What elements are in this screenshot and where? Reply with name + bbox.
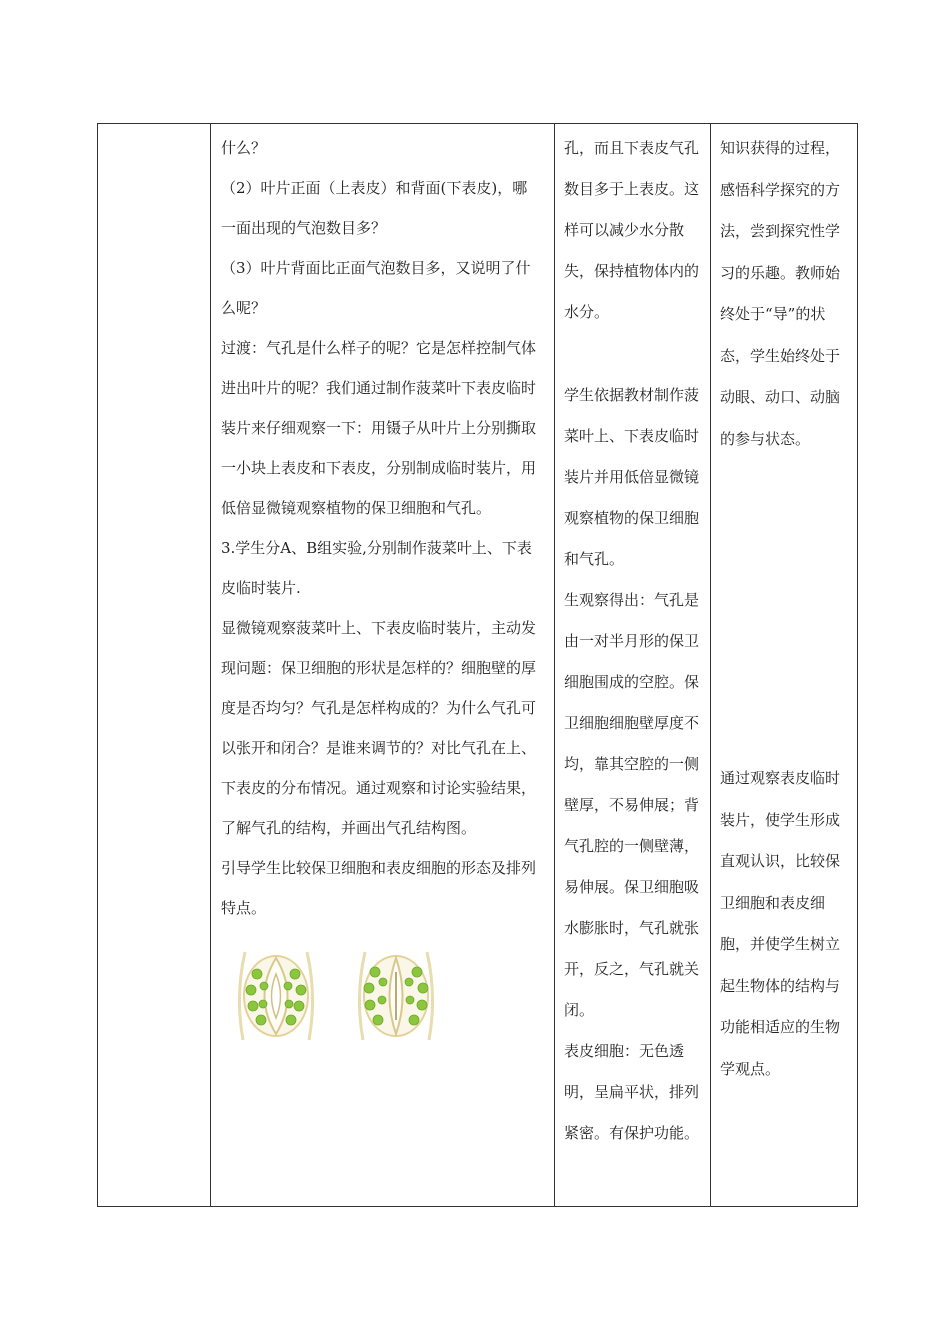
epidermal-cell-description: 表皮细胞：无色透明，呈扁平状，排列紧密。有保护功能。 xyxy=(564,1042,700,1142)
table-row xyxy=(98,124,858,1207)
student-experiment: 学生依据教材制作菠菜叶上、下表皮临时装片并用低倍显微镜观察植物的保卫细胞和气孔。 xyxy=(564,386,700,568)
transition-paragraph: 过渡：气孔是什么样子的呢？它是怎样控制气体进出叶片的呢？我们通过制作菠菜叶下表皮临时装片来仔细观察一下：用镊子从叶片上分别撕取一小块上表皮和下表皮，分别制成临时装片，用低倍显微镜观察植物的保卫细胞和气孔。 xyxy=(221,339,537,517)
question-2: （2）叶片正面（上表皮）和背面(下表皮)，哪一面出现的气泡数目多？ xyxy=(221,179,528,237)
experiment-step-3: 3.学生分A、B组实验,分别制作菠菜叶上、下表皮临时装片. xyxy=(221,539,532,597)
guard-cells-open-stoma-icon xyxy=(233,948,319,1044)
intent-paragraph-1: 知识获得的过程，感悟科学探究的方法，尝到探究性学习的乐趣。教师始终处于“导”的状态，学生始终处于动眼、动口、动脑的参与状态。 xyxy=(720,139,841,448)
student-observation: 生观察得出：气孔是由一对半月形的保卫细胞围成的空腔。保卫细胞细胞壁厚度不均，靠其空腔的一侧壁厚，不易伸展；背气孔腔的一侧壁薄，易伸展。保卫细胞吸水膨胀时，气孔就张开，反之，气孔就关闭。 xyxy=(564,591,700,1019)
lesson-table xyxy=(97,123,858,1207)
procedure-line: 什么？ xyxy=(221,139,267,157)
question-3: （3）叶片背面比正面气泡数目多，又说明了什么呢？ xyxy=(221,259,531,317)
design-intent-cell xyxy=(711,124,858,1207)
guidance-paragraph: 引导学生比较保卫细胞和表皮细胞的形态及排列特点。 xyxy=(221,859,537,917)
microscope-observation-paragraph: 显微镜观察菠菜叶上、下表皮临时装片，主动发现问题：保卫细胞的形状是怎样的？细胞壁的厚度是否均匀？气孔是怎样构成的？为什么气孔可以张开和闭合？是谁来调节的？对比气孔在上、下表皮的分布情况。通过观察和讨论实验结果，了解气孔的结构，并画出气孔结构图。 xyxy=(221,619,537,837)
intent-paragraph-2: 通过观察表皮临时装片，使学生形成直观认识，比较保卫细胞和表皮细胞，并使学生树立起生物体的结构与功能相适应的生物学观点。 xyxy=(720,769,841,1078)
guard-cells-closed-stoma-icon xyxy=(353,948,439,1044)
student-activity-cell xyxy=(555,124,711,1207)
stage-cell xyxy=(98,124,211,1207)
student-conclusion: 孔，而且下表皮气孔数目多于上表皮。这样可以减少水分散失，保持植物体内的水分。 xyxy=(564,139,700,321)
stoma-figures xyxy=(221,948,542,1044)
procedure-cell xyxy=(211,124,555,1207)
